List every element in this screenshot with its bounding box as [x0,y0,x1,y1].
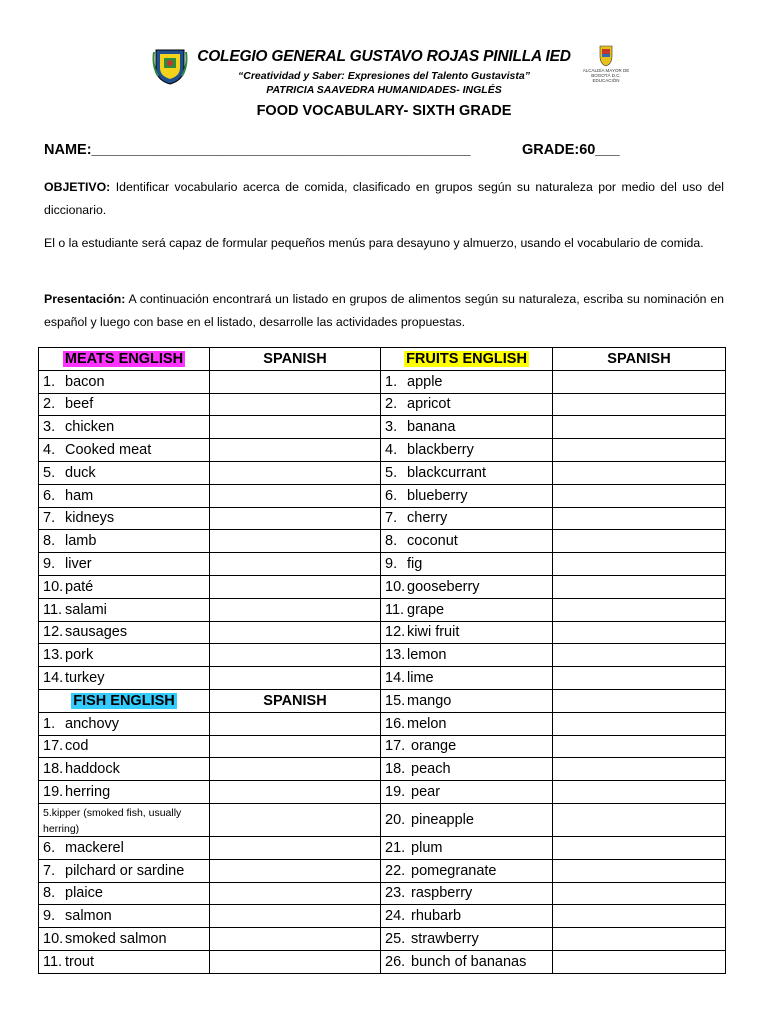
spanish-header-cell [210,348,381,371]
item-number: 1. [43,373,56,390]
vocab-word: raspberry [407,885,473,902]
vocab-word: apple [407,373,443,390]
meats-english-cell [39,553,210,576]
item-number: 3. [385,419,398,436]
teacher-name: PATRICIA SAAVEDRA HUMANIDADES- INGLÉS [266,84,502,96]
vocab-word: strawberry [407,931,479,948]
vocab-word: pomegranate [407,862,497,879]
fruits-english-cell [381,370,553,393]
spanish-answer-cell[interactable] [553,439,726,462]
vocab-word: beef [65,396,94,413]
vocab-word: coconut [407,533,458,550]
item-number: 7. [43,510,56,527]
spanish-answer-cell[interactable] [210,439,381,462]
spanish-answer-cell[interactable] [553,575,726,598]
vocab-word: 5.kipper (smoked fish, usually herring) [43,806,182,835]
spanish-answer-cell[interactable] [210,393,381,416]
vocab-word: lime [407,670,434,687]
spanish-answer-cell[interactable] [553,758,726,781]
vocab-word: mango [407,692,452,709]
spanish-answer-cell[interactable] [210,598,381,621]
table-row [39,689,726,712]
meats-english-cell [39,575,210,598]
objective-label: OBJETIVO: [44,180,111,194]
school-crest-icon [152,46,188,86]
vocab-word: plaice [65,885,103,902]
fish-english-cell [39,905,210,928]
name-field[interactable]: NAME:_______________________________________________ [44,142,471,158]
item-number: 5. [385,464,398,481]
item-number: 9. [385,556,398,573]
fish-english-cell [39,950,210,973]
vocab-word: cod [65,738,89,755]
vocab-word: lamb [65,533,97,550]
fruits-english-cell [381,758,553,781]
item-number: 16. [385,715,406,732]
item-number: 18. [385,761,406,778]
spanish-answer-cell[interactable] [210,370,381,393]
item-number: 1. [43,715,56,732]
vocab-word: pork [65,647,94,664]
table-row [39,836,726,859]
fruits-english-cell [381,859,553,882]
spanish-answer-cell[interactable] [210,950,381,973]
vocab-word: mackerel [65,839,124,856]
vocab-word: Cooked meat [65,442,152,459]
item-number: 11. [385,601,405,618]
vocab-word: cherry [407,510,448,527]
fish-english-cell [39,781,210,804]
vocab-word: duck [65,464,96,481]
item-number: 9. [43,908,56,925]
fruits-header: FRUITS ENGLISH [406,350,527,367]
spanish-answer-cell[interactable] [210,507,381,530]
spanish-answer-cell[interactable] [553,712,726,735]
spanish-answer-cell[interactable] [553,530,726,553]
table-row [39,370,726,393]
vocab-word: plum [407,839,443,856]
item-number: 10. [43,578,64,595]
spanish-answer-cell[interactable] [553,598,726,621]
item-number: 13. [385,647,406,664]
spanish-answer-cell[interactable] [553,950,726,973]
item-number: 1. [385,373,398,390]
table-row [39,484,726,507]
vocab-word: paté [65,578,94,595]
item-number: 8. [385,533,398,550]
spanish-answer-cell[interactable] [553,689,726,712]
vocab-word: salami [65,601,107,618]
table-row [39,735,726,758]
spanish-answer-cell[interactable] [210,575,381,598]
meats-english-cell [39,644,210,667]
table-row [39,905,726,928]
item-number: 10. [43,931,64,948]
capability-paragraph: El o la estudiante será capaz de formular pequeños menús para desayuno y almuerzo, usando el vocabulario de comida. [44,236,704,250]
vocab-word: peach [407,761,451,778]
table-row [39,644,726,667]
item-number: 7. [385,510,398,527]
fish-english-cell [39,712,210,735]
fruits-english-cell [381,882,553,905]
item-number: 23. [385,885,406,902]
spanish-answer-cell[interactable] [553,416,726,439]
vocab-word: blackberry [407,442,474,459]
vocab-word: melon [407,715,447,732]
fish-english-cell [39,758,210,781]
item-number: 26. [385,953,406,970]
spanish-answer-cell[interactable] [210,803,381,836]
spanish-answer-cell[interactable] [553,928,726,951]
fruits-english-cell [381,575,553,598]
fruits-english-cell [381,836,553,859]
table-row [39,758,726,781]
meats-english-cell [39,530,210,553]
table-row [39,507,726,530]
spanish-answer-cell[interactable] [210,905,381,928]
item-number: 11. [43,601,63,618]
grade-field[interactable]: GRADE:60___ [522,142,620,158]
item-number: 24. [385,908,406,925]
item-number: 8. [43,885,56,902]
spanish-answer-cell[interactable] [210,836,381,859]
spanish-answer-cell[interactable] [553,803,726,836]
spanish-answer-cell[interactable] [553,781,726,804]
spanish-answer-cell[interactable] [210,758,381,781]
item-number: 14. [385,670,406,687]
table-row [39,416,726,439]
table-row [39,667,726,690]
spanish-answer-cell[interactable] [210,461,381,484]
item-number: 6. [43,839,56,856]
fruits-english-cell [381,553,553,576]
item-number: 19. [385,784,406,801]
item-number: 25. [385,931,406,948]
item-number: 20. [385,811,406,828]
spanish-answer-cell[interactable] [210,735,381,758]
fish-english-cell [39,859,210,882]
meats-english-cell [39,439,210,462]
fruits-english-cell [381,928,553,951]
spanish-answer-cell[interactable] [210,416,381,439]
fruits-english-cell [381,439,553,462]
item-number: 18. [43,761,64,778]
fruits-english-cell [381,712,553,735]
meats-english-cell [39,621,210,644]
fish-header-cell [39,689,210,712]
vocab-word: salmon [65,908,112,925]
meats-english-cell [39,370,210,393]
fruits-english-cell [381,735,553,758]
vocab-word: haddock [65,761,120,778]
presentation-label: Presentación: [44,292,126,306]
vocab-word: kidneys [65,510,115,527]
table-header-row [39,348,726,371]
vocab-word: trout [65,953,95,970]
school-name: COLEGIO GENERAL GUSTAVO ROJAS PINILLA IED [197,48,571,65]
item-number: 6. [43,487,56,504]
presentation-paragraph [44,288,724,334]
table-row [39,575,726,598]
vocab-word: banana [407,419,456,436]
vocab-word: herring [65,784,111,801]
fish-english-cell [39,735,210,758]
spanish-header: SPANISH [263,350,327,367]
fruits-english-cell [381,393,553,416]
fruits-english-cell [381,416,553,439]
meats-english-cell [39,484,210,507]
vocab-word: ham [65,487,94,504]
item-number: 12. [385,624,406,641]
spanish-answer-cell[interactable] [210,859,381,882]
fish-header: FISH ENGLISH [73,692,175,709]
table-row [39,882,726,905]
fish-english-cell [39,882,210,905]
spanish-answer-cell[interactable] [553,393,726,416]
item-number: 17. [43,738,64,755]
spanish-answer-cell[interactable] [553,735,726,758]
vocab-word: gooseberry [407,578,480,595]
vocab-word: turkey [65,670,105,687]
item-number: 15. [385,692,406,709]
vocab-word: anchovy [65,715,120,732]
spanish-answer-cell[interactable] [553,836,726,859]
vocab-word: bunch of bananas [407,953,527,970]
item-number: 10. [385,578,406,595]
fruits-english-cell [381,484,553,507]
table-row [39,859,726,882]
table-row [39,439,726,462]
vocab-word: pilchard or sardine [65,862,185,879]
item-number: 8. [43,533,56,550]
spanish-answer-cell[interactable] [553,461,726,484]
meats-english-cell [39,416,210,439]
fruits-english-cell [381,461,553,484]
spanish-answer-cell[interactable] [210,781,381,804]
item-number: 3. [43,419,56,436]
spanish-answer-cell[interactable] [553,484,726,507]
spanish-header-cell [553,348,726,371]
bogota-logo-caption: ALCALDÍA MAYOR DE BOGOTÁ D.C. EDUCACIÓN [582,68,630,83]
item-number: 12. [43,624,64,641]
fruits-english-cell [381,621,553,644]
spanish-answer-cell[interactable] [553,621,726,644]
vocab-word: pear [407,784,441,801]
table-row [39,712,726,735]
table-row [39,621,726,644]
fruits-english-cell [381,781,553,804]
meats-english-cell [39,393,210,416]
spanish-answer-cell[interactable] [553,644,726,667]
table-row [39,530,726,553]
spanish-answer-cell[interactable] [553,667,726,690]
meats-english-cell [39,598,210,621]
item-number: 17. [385,738,406,755]
item-number: 13. [43,647,64,664]
item-number: 2. [43,396,56,413]
table-row [39,950,726,973]
item-number: 11. [43,953,63,970]
fruits-english-cell [381,507,553,530]
item-number: 14. [43,670,64,687]
spanish-answer-cell[interactable] [210,484,381,507]
vocab-word: blueberry [407,487,468,504]
table-row [39,553,726,576]
school-motto: “Creatividad y Saber: Expresiones del Talento Gustavista” [238,70,530,82]
spanish-answer-cell[interactable] [553,882,726,905]
vocab-word: pineapple [407,811,474,828]
presentation-text: A continuación encontrará un listado en grupos de alimentos según su naturaleza, escriba su nominación en español y luego con base en el listado, desarrolle las actividades propuestas. [44,292,724,329]
meats-header-cell [39,348,210,371]
spanish-answer-cell[interactable] [210,644,381,667]
item-number: 5. [43,464,56,481]
spanish-answer-cell[interactable] [210,667,381,690]
objective-text: Identificar vocabulario acerca de comida, clasificado en grupos según su naturaleza por medio del uso del diccionario. [44,180,724,217]
vocab-word: kiwi fruit [407,624,460,641]
meats-english-cell [39,461,210,484]
meats-english-cell [39,667,210,690]
spanish-answer-cell[interactable] [210,530,381,553]
item-number: 9. [43,556,56,573]
spanish-answer-cell[interactable] [553,370,726,393]
vocab-word: rhubarb [407,908,462,925]
item-number: 22. [385,862,406,879]
spanish-answer-cell[interactable] [553,507,726,530]
vocab-word: fig [407,556,423,573]
spanish-answer-cell[interactable] [553,905,726,928]
vocabulary-table [38,347,726,974]
fish-english-cell [39,803,210,836]
fish-english-cell [39,836,210,859]
vocab-word: liver [65,556,92,573]
vocab-word: lemon [407,647,447,664]
vocab-word: blackcurrant [407,464,486,481]
spanish-answer-cell[interactable] [210,553,381,576]
table-row [39,393,726,416]
fruits-header-cell [381,348,553,371]
table-row [39,928,726,951]
spanish-answer-cell[interactable] [210,621,381,644]
item-number: 6. [385,487,398,504]
item-number: 19. [43,784,64,801]
vocab-word: bacon [65,373,105,390]
fruits-english-cell [381,689,553,712]
item-number: 21. [385,839,406,856]
table-row [39,803,726,836]
fish-spanish-header-cell [210,689,381,712]
vocab-word: chicken [65,419,115,436]
spanish-answer-cell[interactable] [210,882,381,905]
table-row [39,461,726,484]
fruits-english-cell [381,667,553,690]
vocab-word: orange [407,738,457,755]
spanish-header: SPANISH [607,350,671,367]
table-row [39,781,726,804]
vocab-word: sausages [65,624,128,641]
vocab-word: smoked salmon [65,931,167,948]
objective-paragraph [44,176,724,222]
fruits-english-cell [381,950,553,973]
table-row [39,598,726,621]
spanish-answer-cell[interactable] [210,712,381,735]
item-number: 7. [43,862,56,879]
fruits-english-cell [381,905,553,928]
fruits-english-cell [381,644,553,667]
worksheet-title: FOOD VOCABULARY- SIXTH GRADE [256,103,512,119]
item-number: 4. [43,442,56,459]
spanish-answer-cell[interactable] [210,928,381,951]
item-number: 2. [385,396,398,413]
spanish-header: SPANISH [263,692,327,709]
spanish-answer-cell[interactable] [553,859,726,882]
fish-english-cell [39,928,210,951]
vocab-word: apricot [407,396,451,413]
meats-header: MEATS ENGLISH [64,350,184,367]
meats-english-cell [39,507,210,530]
fruits-english-cell [381,598,553,621]
vocab-word: grape [407,601,445,618]
spanish-answer-cell[interactable] [553,553,726,576]
fruits-english-cell [381,530,553,553]
fruits-english-cell [381,803,553,836]
item-number: 4. [385,442,398,459]
